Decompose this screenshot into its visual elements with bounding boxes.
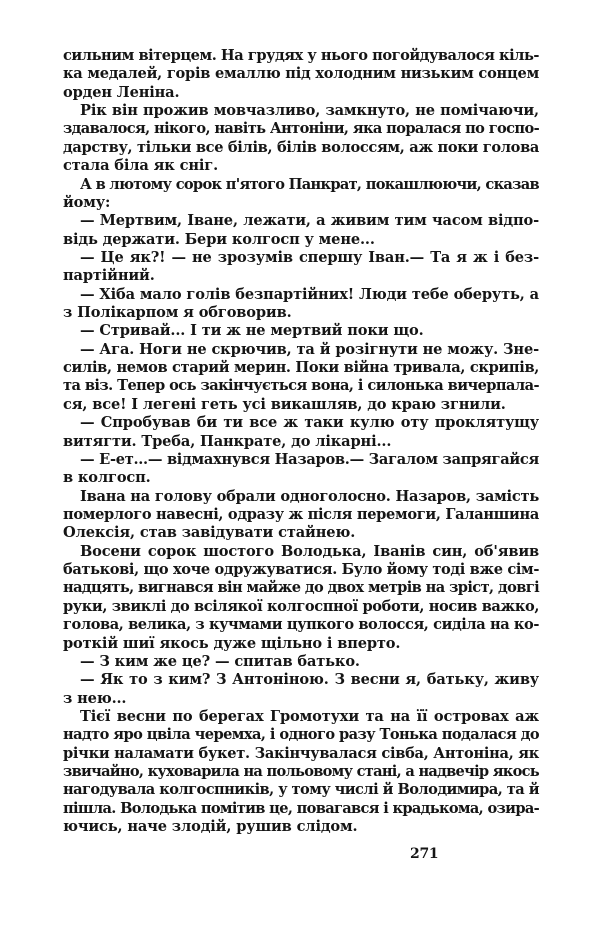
text-line: звичайно, куховарила на польовому стані, а надвечір якось: [63, 763, 539, 781]
text-line: річки наламати букет. Закінчувалася сівба, Антоніна, як: [63, 744, 540, 762]
text-line: орден Леніна.: [63, 83, 180, 101]
text-line: дарству, тільки все білів, білів волоссям, аж поки голова: [63, 138, 540, 156]
text-line: — Мертвим, Іване, лежати, а живим тим часом відпо-: [80, 212, 539, 230]
text-line: померлого навесні, одразу ж після перемоги, Галаншина: [63, 505, 539, 523]
text-line: надцять, вигнався він майже до двох метрів на зріст, довгі: [63, 579, 540, 597]
text-line: здавалося, нікого, навіть Антоніни, яка поралася по госпо-: [63, 120, 539, 138]
text-line: пішла. Володька помітив це, повагався і крадькома, озира-: [63, 799, 540, 817]
text-line: А в лютому сорок п'ятого Панкрат, покашлюючи, сказав: [80, 175, 539, 193]
text-line: сильним вітерцем. На грудях у нього погойдувалося кіль-: [63, 47, 540, 64]
text-line: батькові, що хоче одружуватися. Було йому тоді вже сім-: [63, 561, 539, 579]
text-line: витягти. Треба, Панкрате, до лікарні...: [63, 432, 392, 450]
text-line: з нею...: [63, 689, 127, 707]
text-line: Тієї весни по берегах Громотухи та на її островах аж: [80, 707, 539, 725]
text-line: в колгосп.: [63, 469, 151, 487]
text-line: силів, немов старий мерин. Поки війна тривала, скрипів,: [63, 359, 540, 377]
text-line: — Спробував би ти все ж таки кулю оту проклятущу: [80, 414, 539, 432]
text-line: — З ким же це? — спитав батько.: [80, 652, 360, 670]
text-line: — Це як?! — не зрозумів спершу Іван.— Та я ж і без-: [80, 248, 539, 266]
page-number: 271: [410, 846, 439, 862]
text-line: йому:: [63, 193, 111, 211]
text-line: роткій шиї якось дуже щільно і вперто.: [63, 634, 401, 652]
text-line: — Хіба мало голів безпартійних! Люди тебе оберуть, а: [80, 285, 539, 303]
text-line: голова, велика, з кучмами цупкого волосся, сиділа на ко-: [63, 616, 539, 634]
text-line: нагодувала колгоспників, у тому числі й Володимира, та й: [63, 781, 539, 799]
body-text: [63, 47, 539, 836]
text-line: стала біла як сніг.: [63, 157, 219, 175]
text-line: Олексія, став завідувати стайнею.: [63, 524, 356, 542]
text-line: — Ага. Ноги не скрючив, та й розігнути не можу. Зне-: [80, 340, 539, 358]
text-line: ка медалей, горів емаллю під холодним низьким сонцем: [63, 65, 539, 83]
text-line: Рік він прожив мовчазливо, замкнуто, не помічаючи,: [80, 102, 539, 120]
text-line: Восени сорок шостого Володька, Іванів син, об'явив: [80, 542, 539, 560]
text-line: з Полікарпом я обговорив.: [63, 304, 292, 322]
text-line: — Е-ет...— відмахнувся Назаров.— Загалом запрягайся: [80, 450, 540, 468]
text-line: руки, звиклі до всілякої колгоспної роботи, носив важко,: [63, 597, 539, 615]
text-line: надто яро цвіла черемха, і одного разу Тонька подалася до: [63, 726, 540, 744]
text-line: — Стривай... І ти ж не мертвий поки що.: [80, 322, 424, 340]
text-line: ючись, наче злодій, рушив слідом.: [63, 818, 358, 836]
text-line: Івана на голову обрали одноголосно. Назаров, замість: [80, 487, 540, 505]
text-line: партійний.: [63, 267, 155, 285]
text-line: — Як то з ким? З Антоніною. З весни я, батьку, живу: [80, 671, 539, 689]
text-line: ся, все! І легені геть усі викашляв, до краю згнили.: [63, 395, 506, 413]
text-line: та віз. Тепер ось закінчується вона, і силонька вичерпала-: [63, 377, 539, 395]
text-line: відь держати. Бери колгосп у мене...: [63, 230, 375, 248]
